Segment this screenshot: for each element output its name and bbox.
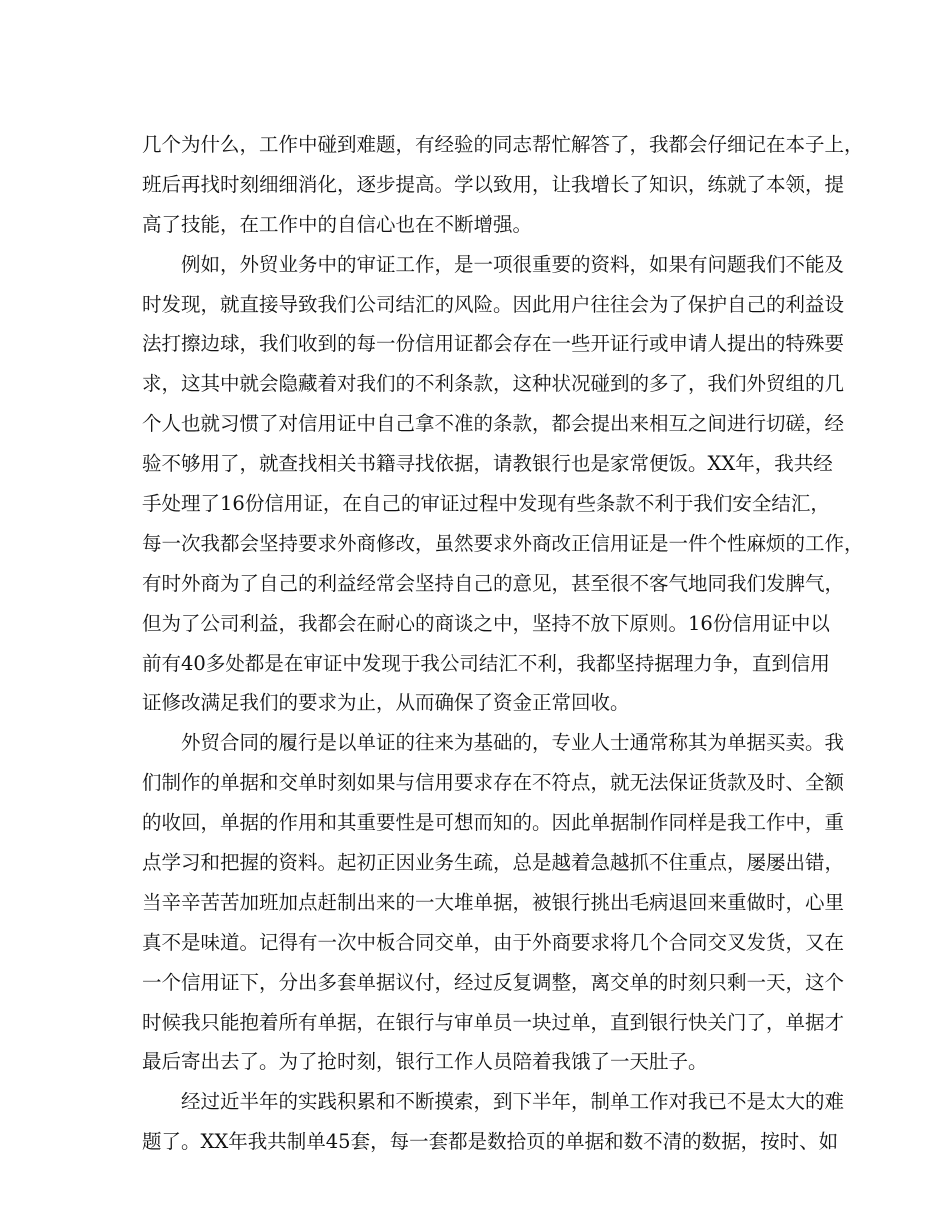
text-line: 经过近半年的实践积累和不断摸索，到下半年，制单工作对我已不是太大的难 (142, 1090, 845, 1114)
text-line: 们制作的单据和交单时刻如果与信用要求存在不符点，就无法保证货款及时、全额 (142, 771, 845, 795)
body-text (142, 125, 864, 1162)
text-line: 点学习和把握的资料。起初正因业务生疏，总是越着急越抓不住重点，屡屡出错， (142, 851, 845, 875)
text-line: 前有40多处都是在审证中发现于我公司结汇不利，我都坚持据理力争，直到信用 (142, 651, 830, 675)
text-line: 有时外商为了自己的利益经常会坚持自己的意见，甚至很不客气地同我们发脾气， (142, 571, 845, 595)
text-line: 个人也就习惯了对信用证中自己拿不准的条款，都会提出来相互之间进行切磋，经 (142, 412, 845, 436)
text-line: 证修改满足我们的要求为止，从而确保了资金正常回收。 (142, 691, 630, 715)
text-line: 时候我只能抱着所有单据，在银行与审单员一块过单，直到银行快关门了，单据才 (142, 1010, 845, 1034)
text-line: 每一次我都会坚持要求外商修改，虽然要求外商改正信用证是一件个性麻烦的工作， (142, 531, 864, 555)
text-line: 求，这其中就会隐藏着对我们的不利条款，这种状况碰到的多了，我们外贸组的几 (142, 372, 845, 396)
text-line: 几个为什么，工作中碰到难题，有经验的同志帮忙解答了，我都会仔细记在本子上， (142, 133, 864, 156)
text-line: 真不是味道。记得有一次中板合同交单，由于外商要求将几个合同交叉发货，又在 (142, 930, 845, 954)
text-line: 但为了公司利益，我都会在耐心的商谈之中，坚持不放下原则。16份信用证中以 (142, 611, 830, 635)
text-line: 外贸合同的履行是以单证的往来为基础的，专业人士通常称其为单据买卖。我 (142, 731, 845, 755)
text-line: 验不够用了，就查找相关书籍寻找依据，请教银行也是家常便饭。XX年，我共经 (142, 452, 833, 476)
text-line: 最后寄出去了。为了抢时刻，银行工作人员陪着我饿了一天肚子。 (142, 1050, 708, 1074)
text-line: 题了。XX年我共制单45套，每一套都是数拾页的单据和数不清的数据，按时、如 (142, 1130, 839, 1154)
text-line: 手处理了16份信用证，在自己的审证过程中发现有些条款不利于我们安全结汇， (142, 492, 830, 516)
text-line: 一个信用证下，分出多套单据议付，经过反复调整，离交单的时刻只剩一天，这个 (142, 970, 845, 994)
text-line: 时发现，就直接导致我们公司结汇的风险。因此用户往往会为了保护自己的利益设 (142, 292, 845, 316)
text-line: 班后再找时刻细细消化，逐步提高。学以致用，让我增长了知识，练就了本领，提 (142, 172, 845, 196)
text-line: 例如，外贸业务中的审证工作，是一项很重要的资料，如果有问题我们不能及 (142, 252, 845, 276)
text-line: 法打擦边球，我们收到的每一份信用证都会存在一些开证行或申请人提出的特殊要 (142, 332, 845, 356)
text-line: 的收回，单据的作用和其重要性是可想而知的。因此单据制作同样是我工作中，重 (142, 811, 845, 835)
text-line: 高了技能，在工作中的自信心也在不断增强。 (142, 212, 533, 236)
text-line: 当辛辛苦苦加班加点赶制出来的一大堆单据，被银行挑出毛病退回来重做时，心里 (142, 890, 845, 914)
